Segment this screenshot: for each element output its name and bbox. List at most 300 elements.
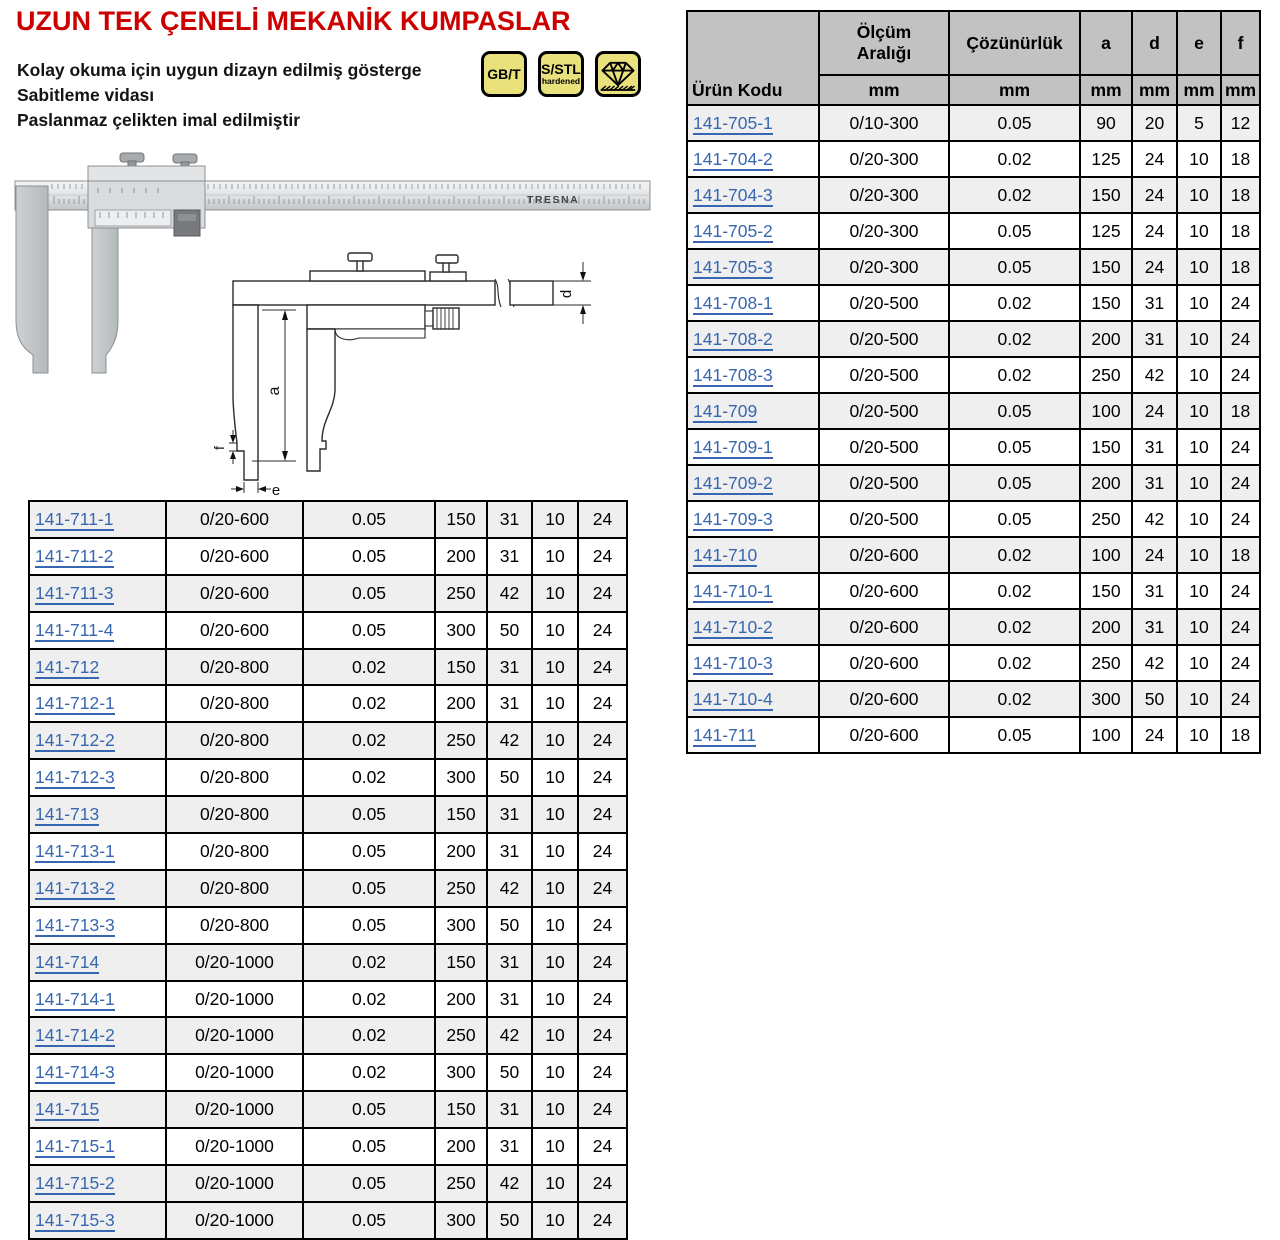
table-row bbox=[687, 429, 1260, 465]
product-code-link[interactable]: 141-710-4 bbox=[693, 688, 773, 709]
spec-value-cell: 10 bbox=[532, 981, 578, 1018]
spec-value-cell: 0.02 bbox=[949, 141, 1080, 177]
product-code-link[interactable]: 141-715-3 bbox=[35, 1209, 115, 1230]
product-code-cell bbox=[687, 573, 819, 609]
table-row bbox=[29, 944, 627, 981]
spec-value-cell: 0.02 bbox=[303, 722, 435, 759]
spec-value-cell: 0/20-600 bbox=[819, 681, 949, 717]
product-code-cell bbox=[29, 612, 166, 649]
spec-value-cell: 0.05 bbox=[303, 833, 435, 870]
spec-value-cell: 0/20-600 bbox=[819, 717, 949, 753]
spec-value-cell: 10 bbox=[1177, 321, 1221, 357]
table-row bbox=[687, 213, 1260, 249]
product-code-cell bbox=[29, 1017, 166, 1054]
spec-value-cell: 31 bbox=[487, 944, 532, 981]
spec-value-cell: 50 bbox=[487, 612, 532, 649]
spec-value-cell: 150 bbox=[1080, 249, 1132, 285]
spec-value-cell: 10 bbox=[532, 538, 578, 575]
product-code-link[interactable]: 141-711-4 bbox=[35, 619, 114, 640]
product-code-link[interactable]: 141-711-3 bbox=[35, 582, 114, 603]
table-row bbox=[29, 1091, 627, 1128]
spec-value-cell: 42 bbox=[487, 722, 532, 759]
table-row bbox=[29, 649, 627, 686]
table-row bbox=[687, 105, 1260, 141]
spec-value-cell: 0.02 bbox=[949, 681, 1080, 717]
spec-value-cell: 0.05 bbox=[949, 717, 1080, 753]
product-code-cell bbox=[687, 177, 819, 213]
feature-line: Paslanmaz çelikten imal edilmiştir bbox=[17, 110, 301, 130]
spec-value-cell: 0.02 bbox=[949, 357, 1080, 393]
spec-value-cell: 0/20-600 bbox=[166, 538, 303, 575]
spec-value-cell: 24 bbox=[1221, 609, 1260, 645]
stainless-hardened-badge bbox=[538, 51, 584, 97]
spec-value-cell: 0.02 bbox=[949, 609, 1080, 645]
product-code-cell bbox=[687, 609, 819, 645]
table-row bbox=[687, 645, 1260, 681]
product-code-cell bbox=[687, 105, 819, 141]
diamond-gem-icon bbox=[599, 55, 637, 93]
spec-value-cell: 250 bbox=[435, 722, 487, 759]
spec-value-cell: 0.02 bbox=[303, 944, 435, 981]
spec-value-cell: 10 bbox=[1177, 681, 1221, 717]
spec-value-cell: 300 bbox=[435, 907, 487, 944]
spec-value-cell: 250 bbox=[435, 1165, 487, 1202]
product-code-link[interactable]: 141-714-3 bbox=[35, 1062, 115, 1083]
spec-value-cell: 200 bbox=[435, 981, 487, 1018]
spec-value-cell: 0/20-300 bbox=[819, 141, 949, 177]
spec-value-cell: 24 bbox=[1221, 357, 1260, 393]
spec-value-cell: 0/20-1000 bbox=[166, 1054, 303, 1091]
spec-value-cell: 18 bbox=[1221, 717, 1260, 753]
product-code-cell bbox=[29, 1128, 166, 1165]
table-row bbox=[687, 357, 1260, 393]
spec-value-cell: 50 bbox=[487, 907, 532, 944]
col-header-product-code: Ürün Kodu bbox=[687, 11, 819, 105]
spec-value-cell: 10 bbox=[1177, 501, 1221, 537]
spec-value-cell: 24 bbox=[578, 501, 627, 538]
col-header-resolution: Çözünürlük bbox=[949, 11, 1080, 75]
page-title: UZUN TEK ÇENELİ MEKANİK KUMPASLAR bbox=[16, 6, 571, 36]
spec-value-cell: 250 bbox=[1080, 501, 1132, 537]
caliper-line-drawing bbox=[211, 253, 591, 499]
spec-value-cell: 24 bbox=[1132, 141, 1177, 177]
spec-value-cell: 50 bbox=[1132, 681, 1177, 717]
spec-value-cell: 24 bbox=[578, 538, 627, 575]
feature-list bbox=[17, 58, 422, 133]
spec-value-cell: 0/20-300 bbox=[819, 213, 949, 249]
spec-value-cell: 24 bbox=[578, 575, 627, 612]
spec-value-cell: 10 bbox=[1177, 177, 1221, 213]
product-code-link[interactable]: 141-708-2 bbox=[693, 328, 773, 349]
product-code-cell bbox=[687, 321, 819, 357]
product-code-link[interactable]: 141-713 bbox=[35, 804, 100, 825]
spec-value-cell: 250 bbox=[435, 1017, 487, 1054]
specs-table-right bbox=[686, 10, 1261, 754]
spec-value-cell: 42 bbox=[487, 1165, 532, 1202]
vernier-plate bbox=[95, 210, 171, 226]
spec-value-cell: 200 bbox=[435, 685, 487, 722]
table-row bbox=[687, 717, 1260, 753]
spec-value-cell: 150 bbox=[1080, 429, 1132, 465]
spec-value-cell: 10 bbox=[1177, 285, 1221, 321]
product-code-link[interactable]: 141-714-2 bbox=[35, 1025, 115, 1046]
dim-label-e: e bbox=[271, 482, 281, 499]
spec-value-cell: 0/20-600 bbox=[166, 612, 303, 649]
product-code-cell bbox=[687, 717, 819, 753]
spec-value-cell: 24 bbox=[578, 685, 627, 722]
table-row bbox=[29, 870, 627, 907]
spec-value-cell: 31 bbox=[487, 833, 532, 870]
spec-value-cell: 10 bbox=[1177, 573, 1221, 609]
spec-value-cell: 0/20-800 bbox=[166, 833, 303, 870]
spec-value-cell: 31 bbox=[1132, 573, 1177, 609]
spec-value-cell: 42 bbox=[1132, 357, 1177, 393]
spec-value-cell: 0/20-500 bbox=[819, 357, 949, 393]
spec-value-cell: 0/20-500 bbox=[819, 393, 949, 429]
product-code-link[interactable]: 141-709-1 bbox=[693, 436, 773, 457]
col-header-a: a bbox=[1080, 11, 1132, 75]
spec-value-cell: 250 bbox=[435, 870, 487, 907]
spec-value-cell: 150 bbox=[435, 501, 487, 538]
spec-value-cell: 150 bbox=[435, 1091, 487, 1128]
product-code-link[interactable]: 141-711-1 bbox=[35, 508, 114, 529]
spec-value-cell: 18 bbox=[1221, 177, 1260, 213]
spec-value-cell: 0/20-800 bbox=[166, 907, 303, 944]
spec-value-cell: 24 bbox=[1132, 249, 1177, 285]
diamond-badge bbox=[595, 51, 641, 97]
table-row bbox=[29, 1017, 627, 1054]
spec-value-cell: 12 bbox=[1221, 105, 1260, 141]
spec-value-cell: 0/20-600 bbox=[819, 645, 949, 681]
product-code-link[interactable]: 141-710-1 bbox=[693, 580, 773, 601]
spec-value-cell: 31 bbox=[487, 649, 532, 686]
drawing-slider-plate bbox=[310, 271, 425, 281]
product-code-link[interactable]: 141-710-3 bbox=[693, 652, 773, 673]
spec-value-cell: 31 bbox=[1132, 609, 1177, 645]
table-row bbox=[29, 796, 627, 833]
spec-value-cell: 10 bbox=[532, 722, 578, 759]
spec-value-cell: 200 bbox=[1080, 465, 1132, 501]
product-code-link[interactable]: 141-715-1 bbox=[35, 1136, 115, 1157]
caliper-illustration bbox=[0, 148, 660, 500]
spec-value-cell: 250 bbox=[1080, 357, 1132, 393]
product-code-link[interactable]: 141-713-3 bbox=[35, 914, 115, 935]
spec-value-cell: 24 bbox=[578, 981, 627, 1018]
product-code-link[interactable]: 141-712-3 bbox=[35, 767, 115, 788]
spec-value-cell: 150 bbox=[1080, 177, 1132, 213]
spec-value-cell: 0.02 bbox=[303, 1017, 435, 1054]
spec-value-cell: 24 bbox=[1221, 681, 1260, 717]
product-code-link[interactable]: 141-715-2 bbox=[35, 1172, 115, 1193]
spec-value-cell: 24 bbox=[578, 722, 627, 759]
product-code-cell bbox=[687, 501, 819, 537]
spec-value-cell: 10 bbox=[532, 833, 578, 870]
spec-value-cell: 150 bbox=[435, 649, 487, 686]
table-row bbox=[29, 981, 627, 1018]
table-row bbox=[687, 321, 1260, 357]
spec-value-cell: 0.05 bbox=[949, 429, 1080, 465]
table-row bbox=[687, 681, 1260, 717]
product-code-link[interactable]: 141-705-2 bbox=[693, 220, 773, 241]
spec-value-cell: 150 bbox=[435, 944, 487, 981]
spec-value-cell: 90 bbox=[1080, 105, 1132, 141]
product-code-link[interactable]: 141-705-3 bbox=[693, 256, 773, 277]
spec-value-cell: 18 bbox=[1221, 249, 1260, 285]
spec-value-cell: 0.05 bbox=[949, 501, 1080, 537]
spec-value-cell: 50 bbox=[487, 759, 532, 796]
product-code-cell bbox=[29, 538, 166, 575]
spec-value-cell: 0.05 bbox=[949, 393, 1080, 429]
spec-value-cell: 10 bbox=[532, 501, 578, 538]
spec-value-cell: 24 bbox=[578, 1091, 627, 1128]
spec-value-cell: 300 bbox=[435, 612, 487, 649]
spec-value-cell: 10 bbox=[532, 1128, 578, 1165]
hardened-label: hardened bbox=[541, 76, 581, 86]
table-row bbox=[687, 465, 1260, 501]
brand-logo: TRESNA bbox=[527, 194, 580, 206]
spec-value-cell: 50 bbox=[487, 1054, 532, 1091]
lock-roller bbox=[174, 210, 200, 236]
product-code-cell bbox=[29, 870, 166, 907]
product-code-link[interactable]: 141-710-2 bbox=[693, 616, 773, 637]
spec-value-cell: 0/20-300 bbox=[819, 249, 949, 285]
spec-value-cell: 0/20-800 bbox=[166, 870, 303, 907]
product-code-link[interactable]: 141-711-2 bbox=[35, 545, 114, 566]
spec-value-cell: 0.05 bbox=[303, 612, 435, 649]
spec-value-cell: 0.05 bbox=[303, 796, 435, 833]
spec-value-cell: 0.05 bbox=[303, 1128, 435, 1165]
spec-value-cell: 0/20-500 bbox=[819, 285, 949, 321]
spec-value-cell: 31 bbox=[487, 1091, 532, 1128]
product-code-link[interactable]: 141-714 bbox=[35, 951, 100, 972]
product-code-cell bbox=[29, 1091, 166, 1128]
table-row bbox=[29, 1128, 627, 1165]
unit-cell: mm bbox=[819, 75, 949, 105]
spec-value-cell: 10 bbox=[1177, 357, 1221, 393]
spec-value-cell: 0/20-800 bbox=[166, 796, 303, 833]
drawing-screw bbox=[348, 253, 372, 261]
dim-label-a: a bbox=[266, 386, 283, 396]
spec-value-cell: 24 bbox=[578, 759, 627, 796]
spec-value-cell: 24 bbox=[578, 833, 627, 870]
unit-cell: mm bbox=[949, 75, 1080, 105]
table-row bbox=[687, 249, 1260, 285]
table-row bbox=[687, 537, 1260, 573]
spec-value-cell: 0/20-1000 bbox=[166, 1128, 303, 1165]
product-code-link[interactable]: 141-708-3 bbox=[693, 364, 773, 385]
table-row bbox=[29, 759, 627, 796]
spec-value-cell: 0.02 bbox=[949, 537, 1080, 573]
spec-value-cell: 300 bbox=[435, 1054, 487, 1091]
fixed-jaw bbox=[16, 186, 48, 373]
product-code-link[interactable]: 141-709 bbox=[693, 400, 758, 421]
spec-value-cell: 31 bbox=[1132, 465, 1177, 501]
spec-value-cell: 31 bbox=[487, 981, 532, 1018]
spec-value-cell: 24 bbox=[578, 944, 627, 981]
spec-value-cell: 0/20-600 bbox=[819, 573, 949, 609]
product-code-cell bbox=[687, 429, 819, 465]
spec-value-cell: 200 bbox=[435, 538, 487, 575]
spec-value-cell: 10 bbox=[1177, 717, 1221, 753]
spec-value-cell: 0.05 bbox=[303, 1202, 435, 1239]
spec-value-cell: 10 bbox=[1177, 645, 1221, 681]
product-code-link[interactable]: 141-709-3 bbox=[693, 508, 773, 529]
movable-jaw bbox=[92, 228, 118, 373]
spec-value-cell: 24 bbox=[1132, 393, 1177, 429]
spec-value-cell: 125 bbox=[1080, 213, 1132, 249]
spec-value-cell: 0/20-500 bbox=[819, 501, 949, 537]
spec-value-cell: 10 bbox=[1177, 465, 1221, 501]
spec-value-cell: 24 bbox=[1221, 285, 1260, 321]
product-code-cell bbox=[29, 796, 166, 833]
spec-value-cell: 0/20-1000 bbox=[166, 1202, 303, 1239]
spec-value-cell: 300 bbox=[435, 1202, 487, 1239]
product-code-link[interactable]: 141-710 bbox=[693, 544, 758, 565]
spec-value-cell: 10 bbox=[532, 759, 578, 796]
spec-value-cell: 24 bbox=[1221, 429, 1260, 465]
table-row bbox=[29, 575, 627, 612]
table-row bbox=[29, 612, 627, 649]
spec-value-cell: 0.02 bbox=[303, 981, 435, 1018]
spec-value-cell: 100 bbox=[1080, 537, 1132, 573]
product-code-link[interactable]: 141-709-2 bbox=[693, 472, 773, 493]
spec-value-cell: 0/20-1000 bbox=[166, 1165, 303, 1202]
product-code-link[interactable]: 141-705-1 bbox=[693, 112, 773, 133]
spec-value-cell: 0.02 bbox=[303, 759, 435, 796]
dim-label-f: f bbox=[211, 446, 227, 450]
spec-value-cell: 150 bbox=[1080, 285, 1132, 321]
spec-value-cell: 24 bbox=[578, 907, 627, 944]
spec-value-cell: 24 bbox=[578, 649, 627, 686]
spec-value-cell: 0.05 bbox=[303, 501, 435, 538]
spec-value-cell: 31 bbox=[1132, 429, 1177, 465]
table-row bbox=[29, 1054, 627, 1091]
product-code-link[interactable]: 141-714-1 bbox=[35, 988, 115, 1009]
table-row bbox=[29, 1165, 627, 1202]
spec-value-cell: 5 bbox=[1177, 105, 1221, 141]
spec-value-cell: 10 bbox=[532, 907, 578, 944]
spec-value-cell: 31 bbox=[487, 1128, 532, 1165]
spec-value-cell: 18 bbox=[1221, 537, 1260, 573]
spec-value-cell: 10 bbox=[532, 796, 578, 833]
spec-value-cell: 0.05 bbox=[303, 870, 435, 907]
spec-value-cell: 200 bbox=[1080, 321, 1132, 357]
spec-value-cell: 24 bbox=[1221, 501, 1260, 537]
spec-value-cell: 10 bbox=[532, 575, 578, 612]
product-code-cell bbox=[29, 907, 166, 944]
spec-value-cell: 24 bbox=[1132, 177, 1177, 213]
spec-value-cell: 300 bbox=[435, 759, 487, 796]
spec-value-cell: 24 bbox=[1221, 645, 1260, 681]
slider-top-bar bbox=[88, 166, 205, 181]
spec-value-cell: 0/10-300 bbox=[819, 105, 949, 141]
spec-value-cell: 0.02 bbox=[303, 1054, 435, 1091]
product-code-cell bbox=[29, 981, 166, 1018]
spec-value-cell: 0.02 bbox=[949, 285, 1080, 321]
product-code-cell bbox=[687, 681, 819, 717]
product-code-cell bbox=[687, 249, 819, 285]
unit-cell: mm bbox=[1177, 75, 1221, 105]
feature-line: Kolay okuma için uygun dizayn edilmiş gösterge bbox=[17, 60, 422, 80]
spec-value-cell: 42 bbox=[487, 1017, 532, 1054]
spec-value-cell: 31 bbox=[1132, 321, 1177, 357]
product-code-link[interactable]: 141-712-2 bbox=[35, 730, 115, 751]
product-code-link[interactable]: 141-704-3 bbox=[693, 184, 773, 205]
certification-badges bbox=[481, 51, 641, 97]
product-code-link[interactable]: 141-713-2 bbox=[35, 877, 115, 898]
product-code-cell bbox=[687, 645, 819, 681]
table-row bbox=[687, 393, 1260, 429]
spec-value-cell: 24 bbox=[1221, 465, 1260, 501]
spec-value-cell: 31 bbox=[487, 501, 532, 538]
spec-value-cell: 10 bbox=[532, 612, 578, 649]
table-row bbox=[29, 722, 627, 759]
unit-cell: mm bbox=[1080, 75, 1132, 105]
spec-value-cell: 0/20-800 bbox=[166, 759, 303, 796]
table-row bbox=[687, 609, 1260, 645]
spec-value-cell: 42 bbox=[487, 575, 532, 612]
specs-table-left bbox=[28, 500, 628, 1240]
product-code-link[interactable]: 141-712 bbox=[35, 656, 100, 677]
product-code-link[interactable]: 141-708-1 bbox=[693, 292, 773, 313]
product-code-cell bbox=[29, 575, 166, 612]
product-code-cell bbox=[29, 944, 166, 981]
spec-value-cell: 10 bbox=[532, 1165, 578, 1202]
spec-value-cell: 0/20-1000 bbox=[166, 1091, 303, 1128]
spec-value-cell: 0/20-600 bbox=[166, 501, 303, 538]
spec-value-cell: 250 bbox=[435, 575, 487, 612]
spec-value-cell: 0/20-1000 bbox=[166, 981, 303, 1018]
spec-value-cell: 0.02 bbox=[949, 177, 1080, 213]
spec-value-cell: 42 bbox=[487, 870, 532, 907]
table-row bbox=[687, 285, 1260, 321]
table-row bbox=[687, 573, 1260, 609]
spec-value-cell: 0/20-600 bbox=[819, 609, 949, 645]
spec-value-cell: 10 bbox=[1177, 393, 1221, 429]
spec-value-cell: 24 bbox=[578, 612, 627, 649]
spec-value-cell: 0/20-600 bbox=[166, 575, 303, 612]
product-code-link[interactable]: 141-715 bbox=[35, 1099, 100, 1120]
drawing-fixed-jaw bbox=[233, 305, 258, 480]
spec-value-cell: 31 bbox=[1132, 285, 1177, 321]
product-code-cell bbox=[687, 537, 819, 573]
product-code-link[interactable]: 141-704-2 bbox=[693, 148, 773, 169]
spec-value-cell: 0.02 bbox=[949, 573, 1080, 609]
spec-value-cell: 24 bbox=[578, 1165, 627, 1202]
spec-value-cell: 0.05 bbox=[949, 105, 1080, 141]
product-code-link[interactable]: 141-713-1 bbox=[35, 840, 115, 861]
spec-value-cell: 0.02 bbox=[949, 321, 1080, 357]
product-code-cell bbox=[687, 393, 819, 429]
spec-value-cell: 0.05 bbox=[303, 575, 435, 612]
spec-value-cell: 10 bbox=[532, 685, 578, 722]
spec-value-cell: 150 bbox=[1080, 573, 1132, 609]
table-row bbox=[29, 538, 627, 575]
spec-value-cell: 250 bbox=[1080, 645, 1132, 681]
product-code-cell bbox=[687, 213, 819, 249]
product-code-link[interactable]: 141-711 bbox=[693, 724, 756, 745]
product-code-link[interactable]: 141-712-1 bbox=[35, 693, 115, 714]
spec-value-cell: 24 bbox=[578, 870, 627, 907]
unit-cell: mm bbox=[1221, 75, 1260, 105]
product-code-cell bbox=[29, 759, 166, 796]
spec-value-cell: 0.02 bbox=[949, 645, 1080, 681]
col-header-f: f bbox=[1221, 11, 1260, 75]
spec-value-cell: 18 bbox=[1221, 393, 1260, 429]
spec-value-cell: 18 bbox=[1221, 213, 1260, 249]
col-header-range: Ölçüm Aralığı bbox=[819, 11, 949, 75]
spec-value-cell: 0/20-1000 bbox=[166, 944, 303, 981]
